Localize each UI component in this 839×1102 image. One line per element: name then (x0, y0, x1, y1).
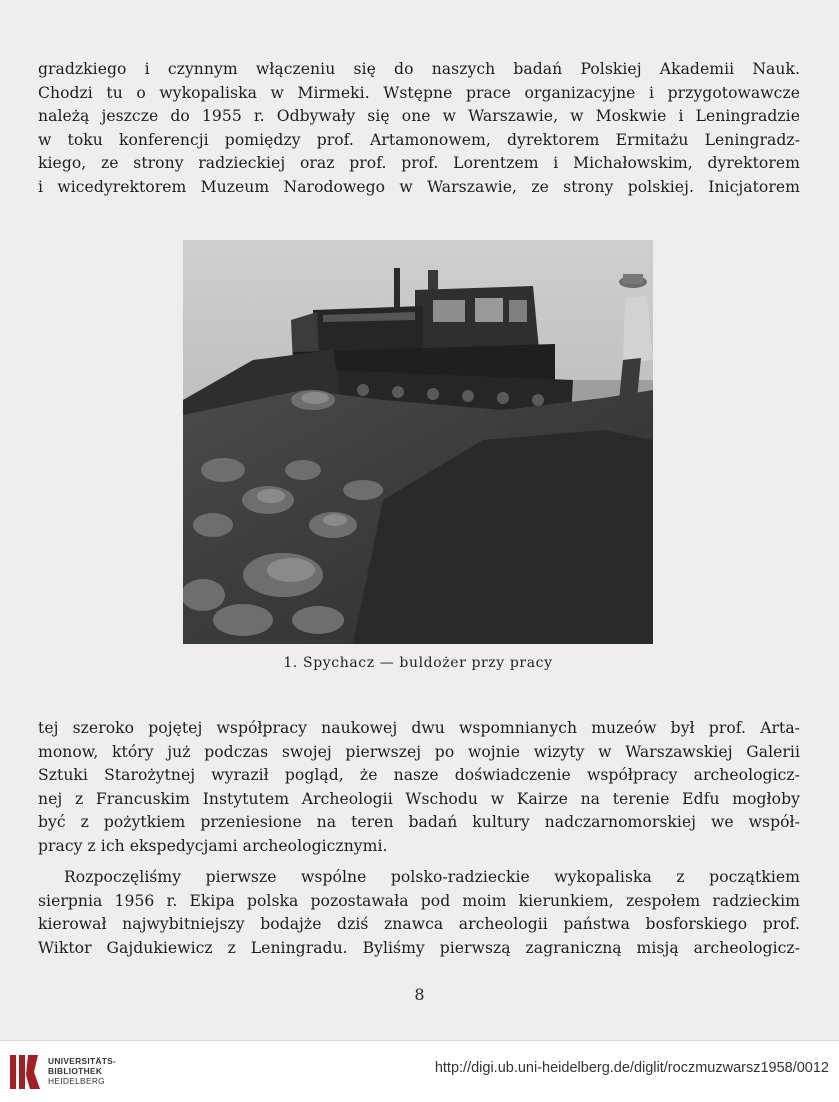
paragraph-2 (38, 717, 800, 858)
library-name-line: HEIDELBERG (48, 1076, 105, 1086)
text-line: Sztuki Starożytnej wyraził pogląd, że nasze doświadczenie współpracy archeologicz- (38, 766, 800, 784)
library-name-line: BIBLIOTHEK (48, 1066, 103, 1076)
figure-caption: 1. Spychacz — buldożer przy pracy (283, 655, 553, 671)
text-line: w toku konferencji pomiędzy prof. Artamonowem, dyrektorem Ermitażu Leningradz- (38, 130, 800, 149)
text-line: być z pożytkiem przeniesione na teren badań kultury nadczarnomorskiej we współ- (38, 813, 800, 831)
text-line: Wiktor Gajdukiewicz z Leningradu. Byliśmy pierwszą zagraniczną misją archeologicz- (38, 938, 800, 957)
text-line: należą jeszcze do 1955 r. Odbywały się one w Warszawie, w Moskwie i Leningradzie (38, 107, 800, 125)
library-name (48, 1056, 116, 1086)
text-line: nej z Francuskim Instytutem Archeologii Wschodu w Kairze na terenie Edfu mogłoby (38, 789, 800, 808)
text-line: pracy z ich ekspedycjami archeologicznymi. (38, 836, 388, 855)
text-line: monow, który już podczas swojej pierwszej po wojnie wizyty w Warszawskiej Galerii (38, 742, 800, 761)
permalink-url[interactable]: http://digi.ub.uni-heidelberg.de/diglit/roczmuzwarsz1958/0012 (434, 1060, 829, 1076)
text-line: Rozpoczęliśmy pierwsze wspólne polsko-radzieckie wykopaliska z początkiem (64, 868, 800, 886)
paragraph-1 (38, 58, 800, 199)
text-line: i wicedyrektorem Muzeum Narodowego w Warszawie, ze strony polskiej. Inicjatorem (38, 177, 800, 196)
text-line: kierował najwybitniejszy bodajże dziś znawca archeologii państwa bosforskiego prof. (38, 915, 800, 933)
library-name-line: UNIVERSITÄTS- (48, 1056, 117, 1066)
text-line: kiego, ze strony radzieckiej oraz prof. prof. Lorentzem i Michałowskim, dyrektorem (38, 154, 800, 172)
text-line: Chodzi tu o wykopaliska w Mirmeki. Wstępne prace organizacyjne i przygotowawcze (38, 83, 800, 102)
text-line: tej szeroko pojętej współpracy naukowej dwu wspomnianych muzeów był prof. Arta- (38, 719, 800, 737)
page-number: 8 (414, 985, 425, 1004)
viewer-footer (0, 1040, 839, 1102)
library-logo-icon (8, 1051, 42, 1093)
paragraph-3 (38, 866, 800, 960)
bulldozer-photo (183, 240, 653, 644)
text-line: gradzkiego i czynnym włączeniu się do naszych badań Polskiej Akademii Nauk. (38, 60, 800, 78)
text-line: sierpnia 1956 r. Ekipa polska pozostawała pod moim kierunkiem, zespołem radzieckim (38, 891, 800, 910)
bulldozer-photo-image (183, 240, 653, 644)
